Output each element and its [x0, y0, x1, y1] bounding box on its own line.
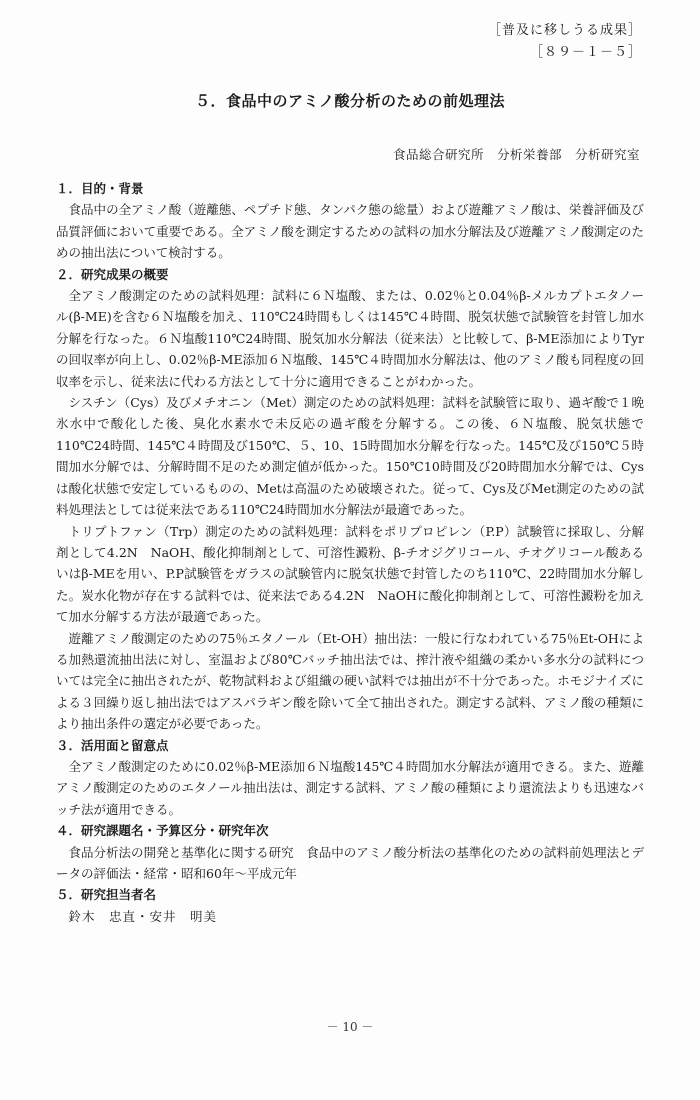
- header-code: ［８９－１－５］: [529, 45, 642, 60]
- affiliation: 食品総合研究所 分析栄養部 分析研究室: [392, 147, 640, 162]
- section-heading: １．目的・背景: [56, 181, 144, 196]
- section-heading: ４．研究課題名・予算区分・研究年次: [56, 823, 269, 839]
- section-heading: ３．活用面と留意点: [56, 737, 169, 753]
- paragraph: 全アミノ酸測定のために0.02％β-ME添加６Ｎ塩酸145℃４時間加水分解法が適用できる。また、遊離アミノ酸測定のためのエタノール抽出法は、測定する試料、アミノ酸の種類により還流法よりも迅速なバッチ法が適用できる。: [56, 758, 644, 817]
- researcher-names: 鈴木 忠直・安井 明美: [68, 908, 218, 924]
- section-purpose: [56, 178, 644, 264]
- section-researchers: [56, 884, 644, 927]
- paragraph: 遊離アミノ酸測定のための75％エタノール（Et-OH）抽出法：一般に行なわれている75％Et-OHによる加熱還流抽出法に対し、室温および80℃バッチ抽出法では、搾汁液や組織の柔かい多水分の試料については完全に抽出されたが、乾物試料および組織の硬い試料では抽出が不十分であった。ホモジナイズによる３回繰り返し抽出法ではアスパラギン酸を除いて全て抽出された。測定する試料、アミノ酸の種類により抽出条件の選定が必要であった。: [56, 630, 644, 732]
- document-body: [56, 178, 644, 927]
- paragraph: 全アミノ酸測定のための試料処理：試料に６Ｎ塩酸、または、0.02％と0.04％β-メルカプトエタノール(β-ME)を含む６Ｎ塩酸を加え、110℃24時間もしくは145℃４時間、脱気状態で試験管を封管し加水分解を行なった。６Ｎ塩酸110℃24時間、脱気加水分解法（従来法）と比較して、β-ME添加によりTyrの回収率が向上し、0.02％β-ME添加６Ｎ塩酸、145℃４時間加水分解法は、他のアミノ酸も同程度の回収率を示し、従来法に代わる方法として十分に適用できることがわかった。: [56, 288, 644, 389]
- paragraph: 食品中の全アミノ酸（遊離態、ペプチド態、タンパク態の総量）および遊離アミノ酸は、栄養評価及び品質評価において重要である。全アミノ酸を測定するための試料の加水分解法及び遊離アミノ酸測定のための抽出法について検討する。: [56, 202, 644, 261]
- paragraph: トリプトファン（Trp）測定のための試料処理：試料をポリプロピレン（P.P）試験管に採取し、分解剤として4.2N NaOH、酸化抑制剤として、可溶性澱粉、β-チオジグリコール、チオグリコール酸あるいはβ-MEを用い、P.P試験管をガラスの試験管内に脱気状態で封管したのち110℃、22時間加水分解した。炭水化物が存在する試料では、従来法である4.2N NaOHに酸化抑制剤として、可溶性澱粉を加えて加水分解する方法が最適であった。: [56, 523, 644, 625]
- section-application: [56, 735, 644, 821]
- header-category: ［普及に移しうる成果］: [487, 23, 642, 38]
- paragraph: シスチン（Cys）及びメチオニン（Met）測定のための試料処理：試料を試験管に取り、過ギ酸で１晩氷水中で酸化した後、臭化水素水で未反応の過ギ酸を分解する。この後、６Ｎ塩酸、脱気状態で110℃24時間、145℃４時間及び150℃、５、10、15時間加水分解を行なった。145℃及び150℃５時間加水分解では、分解時間不足のため測定値が低かった。150℃10時間及び20時間加水分解では、Cysは酸化状態で安定しているものの、Metは高温のため破壊された。従って、Cys及びMet測定のための試料処理法としては従来法である110℃24時間加水分解法が最適であった。: [56, 395, 644, 518]
- section-results: [56, 264, 644, 735]
- page-number: － 10 －: [326, 1020, 374, 1034]
- section-project: [56, 820, 644, 884]
- paragraph: 食品分析法の開発と基準化に関する研究 食品中のアミノ酸分析法の基準化のための試料前処理法とデータの評価法・経常・昭和60年～平成元年: [56, 844, 644, 881]
- header-label-box: [488, 20, 642, 64]
- section-heading: ５．研究担当者名: [56, 887, 157, 903]
- section-heading: ２．研究成果の概要: [56, 266, 169, 282]
- page-title: ５．食品中のアミノ酸分析のための前処理法: [194, 92, 505, 110]
